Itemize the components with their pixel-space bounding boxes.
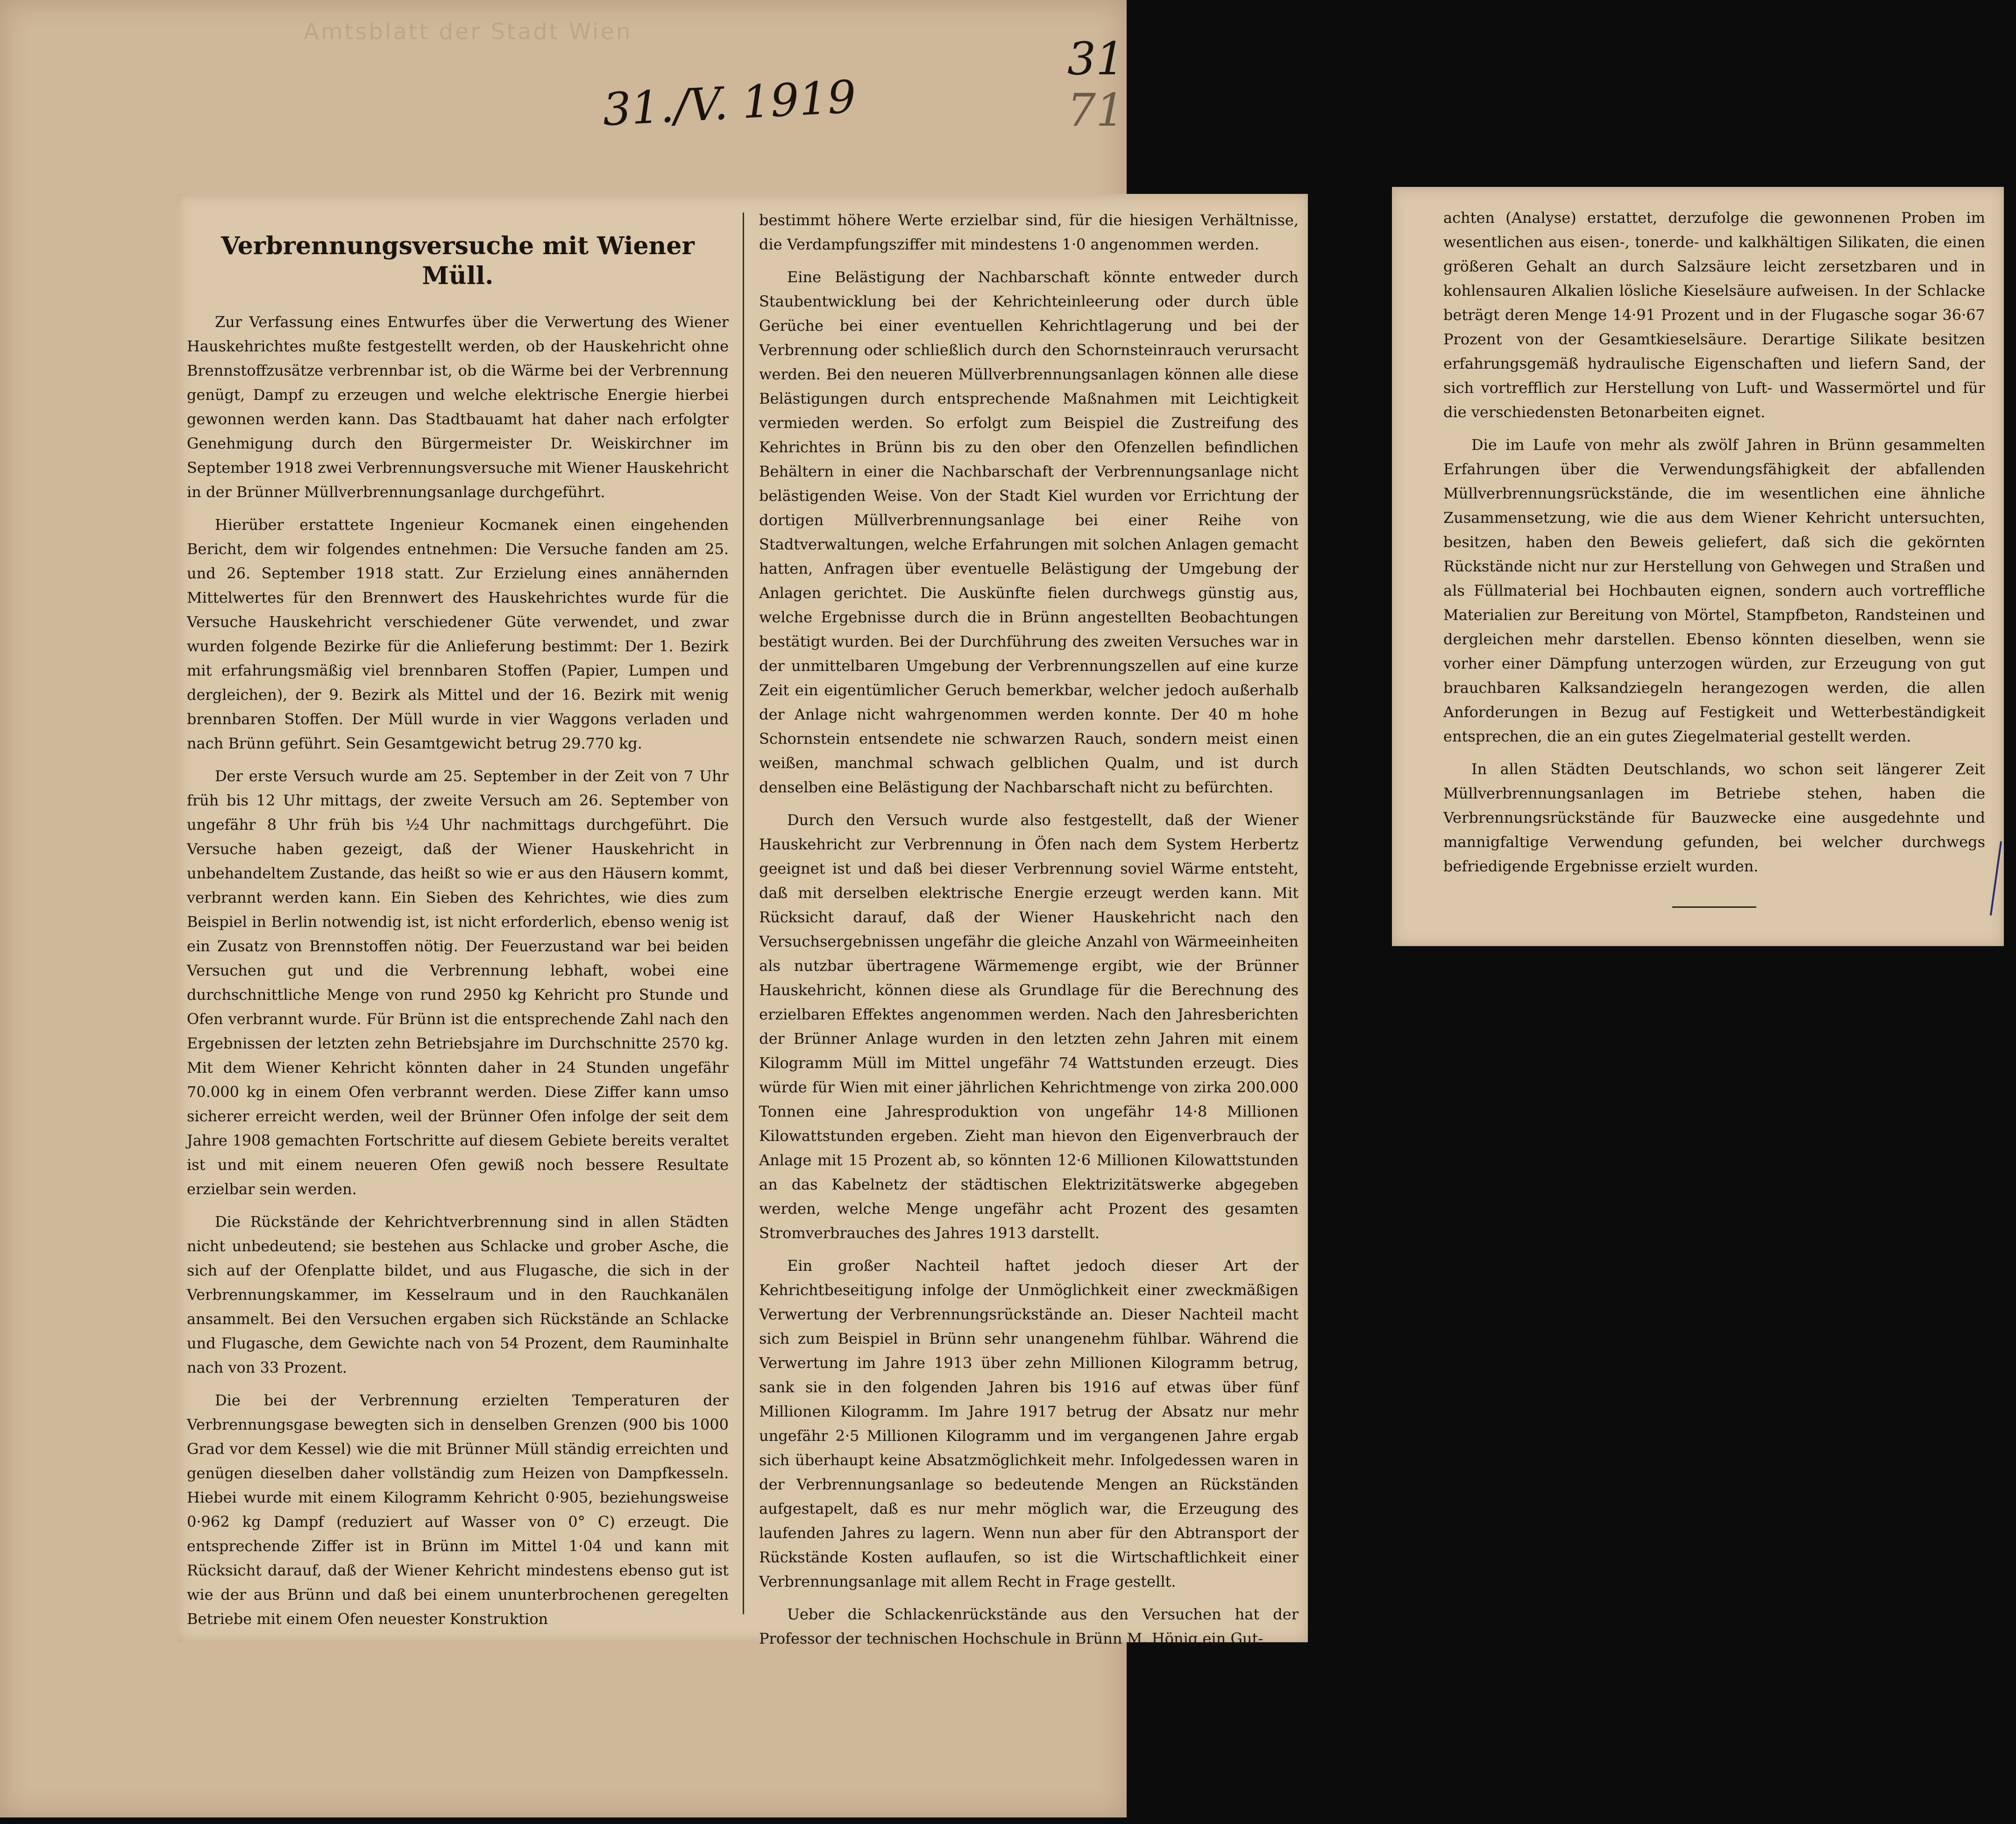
end-rule [1672,906,1756,908]
article-headline: Verbrennungsversuche mit Wiener Müll. [221,232,695,290]
article-column-2 [759,208,1299,1659]
newspaper-clipping-continuation [1392,187,2004,946]
paragraph: Ein großer Nachteil haftet jedoch dieser Art der Kehrichtbeseitigung infolge der Unmöglichkeit einer zweckmäßigen Verwertung der Verbrennungsrückstände an. Dieser Nachteil macht sich zum Beispiel in Brünn sehr unangenehm fühlbar. Während die Verwertung im Jahre 1913 über zehn Millionen Kilogramm betrug, sank sie in den folgenden Jahren bis 1916 auf etwas über fünf Millionen Kilogramm. Im Jahre 1917 betrug der Absatz nur mehr ungefähr 2·5 Millionen Kilogramm und im vergangenen Jahre ergab sich überhaupt keine Absatzmöglichkeit mehr. Infolgedessen waren in der Verbrennungsanlage so bedeutende Mengen an Rückständen aufgestapelt, daß es nur mehr möglich war, die Erzeugung des laufenden Jahres zu lagern. Wenn nun aber für den Abtransport der Rückstände Kosten auflaufen, so ist die Wirtschaftlichkeit einer Verbrennungsanlage mit allem Recht in Frage gestellt. [759,1257,1299,1590]
column-divider [743,213,744,1614]
handwritten-date: 31./V. 1919 [601,70,858,136]
article-column-3 [1443,206,1985,908]
handwritten-number-faint: 71 [1067,84,1125,136]
paragraph: Die bei der Verbrennung erzielten Temperaturen der Verbrennungsgase bewegten sich in denselben Grenzen (900 bis 1000 Grad vor dem Kessel) wie die mit Brünner Müll ständig erreichten und genügen dieselben daher vollständig zum Heizen von Dampfkesseln. Hiebei wurde mit einem Kilogramm Kehricht 0·905, beziehungsweise 0·962 kg Dampf (reduziert auf Wasser von 0° C) erzeugt. Die entsprechende Ziffer ist in Brünn im Mittel 1·04 und kann mit Rücksicht darauf, daß der Wiener Kehricht mindestens ebenso gut ist wie der aus Brünn und daß bei einem ununterbrochenen geregelten Betriebe mit einem Ofen neuester Konstruktion [187,1391,729,1628]
paragraph: Ueber die Schlackenrückstände aus den Versuchen hat der Professor der technischen Hochschule in Brünn M. Hönig ein Gut- [759,1605,1299,1647]
paragraph: Durch den Versuch wurde also festgestellt, daß der Wiener Hauskehricht zur Verbrennung in Öfen nach dem System Herbertz geeignet ist und daß bei dieser Verbrennung soviel Wärme entsteht, daß mit derselben elektrische Energie erzeugt werden kann. Mit Rücksicht darauf, daß der Wiener Hauskehricht nach den Versuchsergebnissen ungefähr die gleiche Anzahl von Wärmeeinheiten als nutzbar übertragene Wärmemenge ergibt, wie der Brünner Hauskehricht, können diese als Grundlage für die Berechnung des erzielbaren Effektes angenommen werden. Nach den Jahresberichten der Brünner Anlage wurden in den letzten zehn Jahren mit einem Kilogramm Müll im Mittel ungefähr 74 Wattstunden erzeugt. Dies würde für Wien mit einer jährlichen Kehrichtmenge von zirka 200.000 Tonnen eine Jahresproduktion von ungefähr 14·8 Millionen Kilowattstunden ergeben. Zieht man hievon den Eigenverbrauch der Anlage mit 15 Prozent ab, so könnten 12·6 Millionen Kilowattstunden an das Kabelnetz der städtischen Elektrizitätswerke abgegeben werden, welche Menge ungefähr acht Prozent des gesamten Stromverbrauches des Jahres 1913 darstellt. [759,811,1299,1242]
article-column-1 [187,213,729,1639]
paragraph: In allen Städten Deutschlands, wo schon seit längerer Zeit Müllverbrennungsanlagen im Betriebe stehen, haben die Verbrennungsrückstände für Bauzwecke eine ausgedehnte und mannigfaltige Verwendung gefunden, bei welcher durchwegs befriedigende Ergebnisse erzielt wurden. [1443,760,1985,875]
paragraph: bestimmt höhere Werte erzielbar sind, für die hiesigen Verhältnisse, die Verdampfungsziffer mit mindestens 1·0 angenommen werden. [759,211,1299,253]
paragraph: Die im Laufe von mehr als zwölf Jahren in Brünn gesammelten Erfahrungen über die Verwendungsfähigkeit der abfallenden Müllverbrennungsrückstände, die im wesentlichen eine ähnliche Zusammensetzung, wie die aus dem Wiener Kehricht untersuchten, besitzen, haben den Beweis geliefert, daß sich die gekörnten Rückstände nicht nur zur Herstellung von Gehwegen und Straßen und als Füllmaterial bei Hochbauten eignen, sondern auch vortreffliche Materialien zur Bereitung von Mörtel, Stampfbeton, Randsteinen und dergleichen mehr darstellen. Ebenso könnten dieselben, wenn sie vorher einer Dämpfung unterzogen würden, zur Erzeugung von gut brauchbaren Kalksandziegeln herangezogen werden, die allen Anforderungen in Bezug auf Festigkeit und Wetterbeständigkeit entsprechen, die an ein gutes Ziegelmaterial gestellt werden. [1443,436,1985,745]
paragraph: Die Rückstände der Kehrichtverbrennung sind in allen Städten nicht unbedeutend; sie bestehen aus Schlacke und grober Asche, die sich auf der Ofenplatte bildet, und aus Flugasche, die sich in der Verbrennungskammer, im Kesselraum und in den Rauchkanälen ansammelt. Bei den Versuchen ergaben sich Rückstände an Schlacke und Flugasche, dem Gewichte nach von 54 Prozent, dem Rauminhalte nach von 33 Prozent. [187,1213,729,1376]
paragraph: Eine Belästigung der Nachbarschaft könnte entweder durch Staubentwicklung bei der Kehrichteinleerung oder durch üble Gerüche bei einer eventuellen Kehrichtlagerung und bei der Verbrennung oder schließlich durch den Schornsteinrauch verursacht werden. Bei den neueren Müllverbrennungsanlagen können alle diese Belästigungen durch entsprechende Maßnahmen mit Leichtigkeit vermieden werden. So erfolgt zum Beispiel die Zustreifung des Kehrichtes in Brünn bis zu den ober den Ofenzellen befindlichen Behältern in einer die Nachbarschaft der Verbrennungsanlage nicht belästigenden Weise. Von der Stadt Kiel wurden vor Errichtung der dortigen Müllverbrennungsanlage bei einer Reihe von Stadtverwaltungen, welche Erfahrungen mit solchen Anlagen gemacht hatten, Anfragen über eventuelle Belästigung der Umgebung der Anlagen gerichtet. Die Auskünfte fielen durchwegs günstig aus, welche Ergebnisse durch die in Brünn angestellten Beobachtungen bestätigt wurden. Bei der Durchführung des zweiten Versuches war in der unmittelbaren Umgebung der Verbrennungszellen auf eine kurze Zeit ein eigentümlicher Geruch bemerkbar, welcher jedoch außerhalb der Anlage nicht wahrgenommen werden konnte. Der 40 m hohe Schornstein entsendete nie schwarzen Rauch, sondern meist einen weißen, manchmal schwach gelblichen Qualm, und ist durch denselben eine Belästigung der Nachbarschaft nicht zu befürchten. [759,268,1299,796]
handwritten-number: 31 [1067,33,1125,85]
paragraph: Hierüber erstattete Ingenieur Kocmanek einen eingehenden Bericht, dem wir folgendes entnehmen: Die Versuche fanden am 25. und 26. September 1918 statt. Zur Erzielung eines annähernden Mittelwertes für den Brennwert des Hauskehrichtes wurde für die Versuche Hauskehricht verschiedener Güte verwendet, und zwar wurden folgende Bezirke für die Anlieferung bestimmt: Der 1. Bezirk mit erfahrungsmäßig viel brennbaren Stoffen (Papier, Lumpen und dergleichen), der 9. Bezirk als Mittel und der 16. Bezirk mit wenig brennbaren Stoffen. Der Müll wurde in vier Waggons verladen und nach Brünn geführt. Sein Gesamtgewicht betrug 29.770 kg. [187,516,729,752]
archive-stamp: Amtsblatt der Stadt Wien [304,19,632,45]
newspaper-clipping-main [177,194,1308,1647]
pencil-mark [1990,841,2002,916]
paragraph: achten (Analyse) erstattet, derzufolge die gewonnenen Proben im wesentlichen aus eisen-, tonerde- und kalkhältigen Silikaten, die einen größeren Gehalt an durch Salzsäure leicht zersetzbaren und in kohlensauren Alkalien lösliche Kieselsäure aufweisen. In der Schlacke beträgt deren Menge 14·91 Prozent und in der Flugasche sogar 36·67 Prozent von der Gesamtkieselsäure. Derartige Silikate besitzen erfahrungsgemäß hydraulische Eigenschaften und liefern Sand, der sich vortrefflich zur Herstellung von Luft- und Wassermörtel und für die verschiedensten Betonarbeiten eignet. [1443,209,1985,421]
paragraph: Der erste Versuch wurde am 25. September in der Zeit von 7 Uhr früh bis 12 Uhr mittags, der zweite Versuch am 26. September von ungefähr 8 Uhr früh bis ½4 Uhr nachmittags durchgeführt. Die Versuche haben gezeigt, daß der Wiener Hauskehricht in unbehandeltem Zustande, das heißt so wie er aus den Häusern kommt, verbrannt werden kann. Ein Sieben des Kehrichtes, wie dies zum Beispiel in Berlin notwendig ist, ist nicht erforderlich, ebenso wenig ist ein Zusatz von Brennstoffen nötig. Der Feuerzustand war bei beiden Versuchen gut und die Verbrennung lebhaft, wobei eine durchschnittliche Menge von rund 2950 kg Kehricht pro Stunde und Ofen verbrannt wurde. Für Brünn ist die entsprechende Zahl nach den Ergebnissen der letzten zehn Betriebsjahre im Durchschnitte 2570 kg. Mit dem Wiener Kehricht könnten daher in 24 Stunden ungefähr 70.000 kg in einem Ofen verbrannt werden. Diese Ziffer kann umso sicherer erreicht werden, weil der Brünner Ofen infolge der seit dem Jahre 1908 gemachten Fortschritte auf diesem Gebiete bereits veraltet ist und mit einem neueren Ofen gewiß noch bessere Resultate erzielbar sein werden. [187,767,729,1198]
paragraph: Zur Verfassung eines Entwurfes über die Verwertung des Wiener Hauskehrichtes mußte festgestellt werden, ob der Hauskehricht ohne Brennstoffzusätze verbrennbar ist, ob die Wärme bei der Verbrennung genügt, Dampf zu erzeugen und welche elektrische Energie hierbei gewonnen werden kann. Das Stadtbauamt hat daher nach erfolgter Genehmigung durch den Bürgermeister Dr. Weiskirchner im September 1918 zwei Verbrennungsversuche mit Wiener Hauskehricht in der Brünner Müllverbrennungsanlage durchgeführt. [187,313,729,501]
